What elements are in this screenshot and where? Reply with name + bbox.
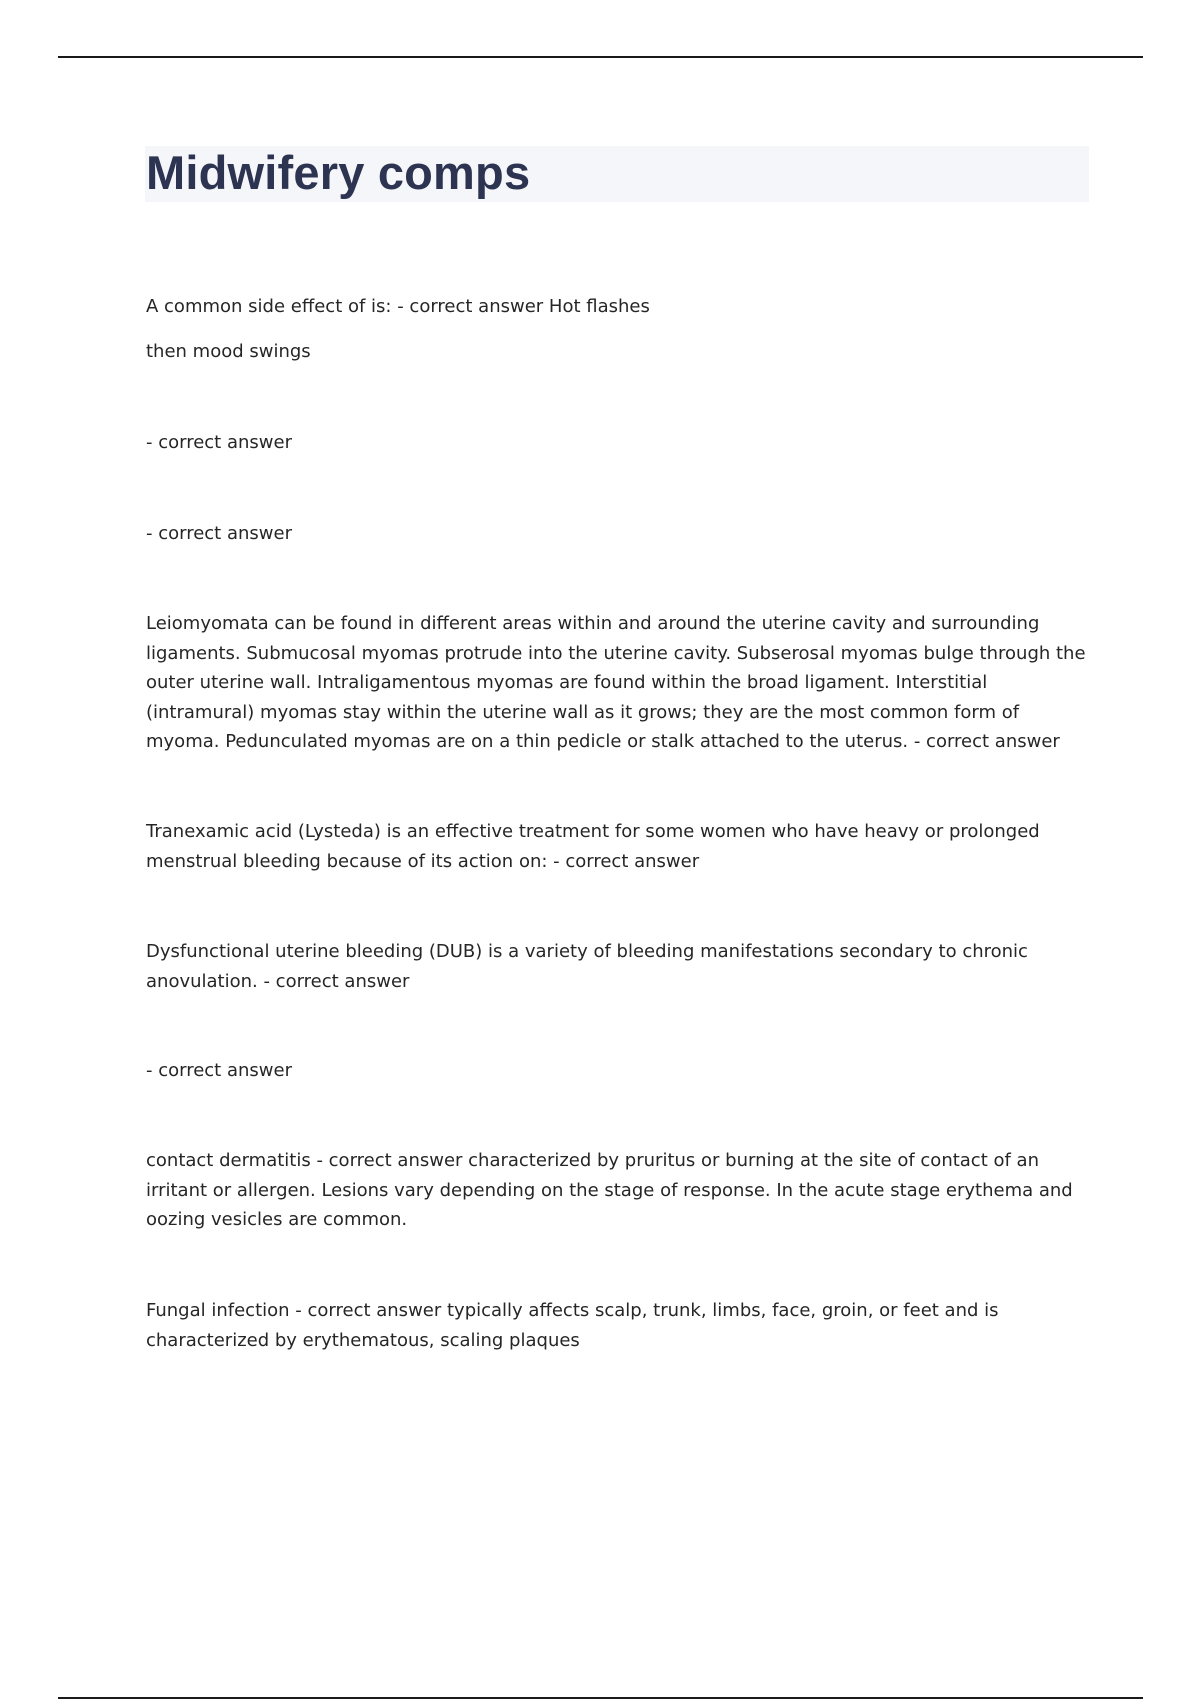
paragraph-2: then mood swings — [146, 341, 311, 362]
document-title: Midwifery comps — [146, 146, 531, 199]
paragraph-9: contact dermatitis - correct answer characterized by pruritus or burning at the site of contact of an irritant or allergen. Lesions vary depending on the stage of response. In the acute stage erythema and oozing vesicles are common. — [146, 1150, 1073, 1230]
header-rule — [58, 56, 1143, 58]
paragraph-1: A common side effect of is: - correct answer Hot flashes — [146, 296, 650, 317]
paragraph-5: Leiomyomata can be found in different areas within and around the uterine cavity and surrounding ligaments. Submucosal myomas protrude into the uterine cavity. Subserosal myomas bulge through the outer uterine wall. Intraligamentous myomas are found within the broad ligament. Interstitial (intramural) myomas stay within the uterine wall as it grows; they are the most common form of myoma. Pedunculated myomas are on a thin pedicle or stalk attached to the uterus. - correct answer — [146, 613, 1086, 752]
paragraph-10: Fungal infection - correct answer typically affects scalp, trunk, limbs, face, groin, or feet and is characterized by erythematous, scaling plaques — [146, 1300, 999, 1351]
footer-rule — [58, 1697, 1143, 1699]
paragraph-7: Dysfunctional uterine bleeding (DUB) is a variety of bleeding manifestations secondary to chronic anovulation. - correct answer — [146, 941, 1028, 992]
paragraph-6: Tranexamic acid (Lysteda) is an effective treatment for some women who have heavy or prolonged menstrual bleeding because of its action on: - correct answer — [146, 821, 1040, 872]
paragraph-4: - correct answer — [146, 523, 292, 544]
paragraph-3: - correct answer — [146, 432, 292, 453]
paragraph-8: - correct answer — [146, 1060, 292, 1081]
